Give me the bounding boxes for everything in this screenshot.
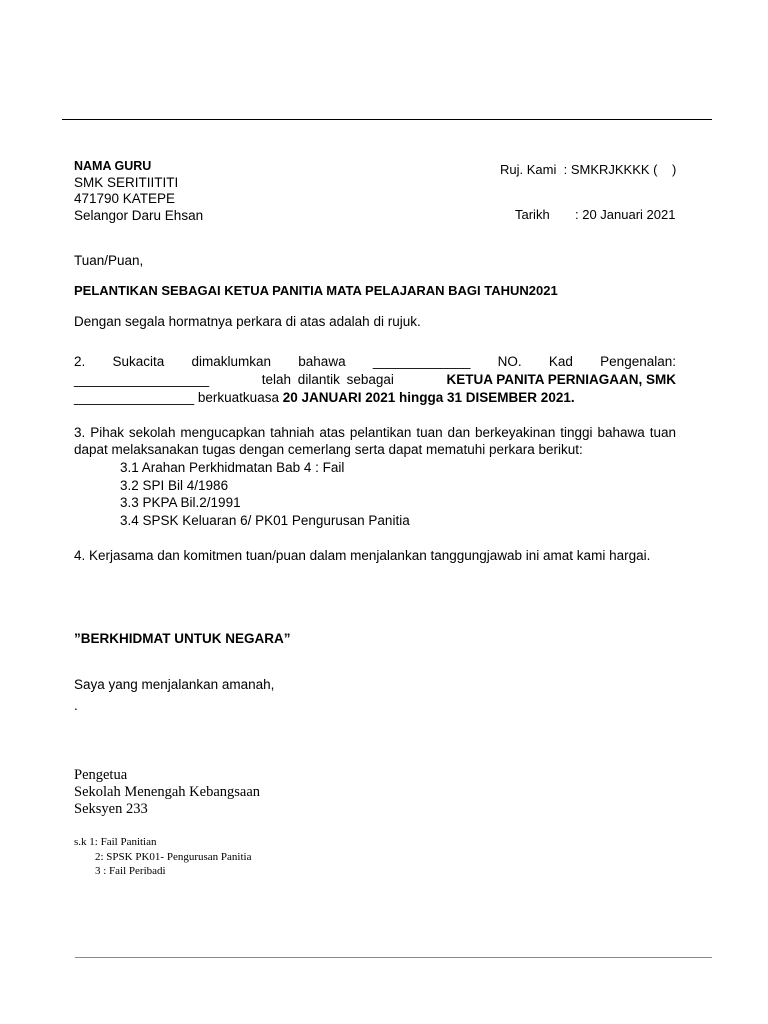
list-item: 3.2 SPI Bil 4/1986	[120, 477, 229, 493]
effective-dates: 20 JANUARI 2021 hingga 31 DISEMBER 2021.	[282, 390, 575, 405]
closing-line: Saya yang menjalankan amanah,	[74, 677, 275, 692]
list-item: 3.1 Arahan Perkhidmatan Bab 4 : Fail	[120, 460, 345, 475]
footer-rule	[75, 957, 712, 958]
list-item: 3.3 PKPA Bil.2/1991	[120, 495, 241, 510]
subject-heading: PELANTIKAN SEBAGAI KETUA PANITIA MATA PELAJARAN BAGI TAHUN2021	[74, 283, 558, 298]
tarikh-line	[500, 207, 676, 222]
word: NO.	[497, 354, 522, 369]
copy-item-2: 2: SPSK PK01- Pengurusan Panitia	[95, 850, 252, 863]
paragraph-2-line-2	[74, 371, 676, 388]
motto: ”BERKHIDMAT UNTUK NEGARA”	[74, 631, 291, 646]
blank-field: ________________	[74, 390, 195, 405]
paragraph-2	[74, 353, 676, 406]
blank-field: _____________	[372, 354, 471, 369]
appointment-text: telah dilantik sebagai	[261, 372, 394, 387]
signature-title: Pengetua	[74, 767, 128, 783]
appointment-position: KETUA PANITA PERNIAGAAN, SMK	[446, 372, 676, 387]
recipient-line3: Selangor Daru Ehsan	[74, 207, 204, 223]
paragraph-2-line-1	[74, 353, 676, 370]
copy-item-1: s.k 1: Fail Panitian	[74, 836, 157, 848]
copy-list	[74, 835, 251, 879]
tarikh-label: Tarikh	[515, 207, 550, 222]
list-item: 3.4 SPSK Keluaran 6/ PK01 Pengurusan Panitia	[120, 512, 410, 528]
ruj-value: : SMKRJKKKK ( )	[563, 162, 677, 177]
effective-text: berkuatkuasa	[197, 390, 279, 405]
signature-section: Seksyen 233	[74, 801, 148, 817]
word: bahawa	[298, 354, 346, 369]
tarikh-value: : 20 Januari 2021	[574, 207, 676, 222]
copy-item-3: 3 : Fail Peribadi	[95, 865, 166, 877]
word: dimaklumkan	[191, 354, 272, 369]
recipient-address	[74, 158, 203, 224]
ruj-label: Ruj. Kami	[500, 162, 557, 177]
word: Sukacita	[112, 354, 165, 369]
para-number: 2.	[74, 354, 86, 369]
reference-block	[500, 132, 676, 237]
word: Kad	[548, 354, 573, 369]
signature-dot: .	[74, 698, 78, 713]
recipient-line1: SMK SERITIITITI	[74, 174, 179, 190]
paragraph-1: Dengan segala hormatnya perkara di atas adalah di rujuk.	[74, 314, 421, 329]
header-rule	[62, 119, 712, 120]
signature-school: Sekolah Menengah Kebangsaan	[74, 784, 261, 800]
paragraph-2-line-3	[74, 389, 676, 406]
recipient-name: NAMA GURU	[74, 159, 152, 173]
reference-list	[120, 459, 410, 529]
paragraph-4: 4. Kerjasama dan komitmen tuan/puan dalam menjalankan tanggungjawab ini amat kami hargai.	[74, 548, 651, 563]
paragraph-3: 3. Pihak sekolah mengucapkan tahniah atas pelantikan tuan dan berkeyakinan tinggi bahawa tuan dapat melaksanakan tugas dengan cemerlang serta dapat mematuhi perkara berikut:	[74, 425, 676, 457]
ruj-line	[500, 162, 676, 177]
salutation: Tuan/Puan,	[74, 253, 144, 268]
word: Pengenalan:	[600, 354, 676, 369]
blank-field: __________________	[74, 372, 210, 387]
signature-block	[74, 767, 260, 818]
recipient-line2: 471790 KATEPE	[74, 191, 176, 206]
